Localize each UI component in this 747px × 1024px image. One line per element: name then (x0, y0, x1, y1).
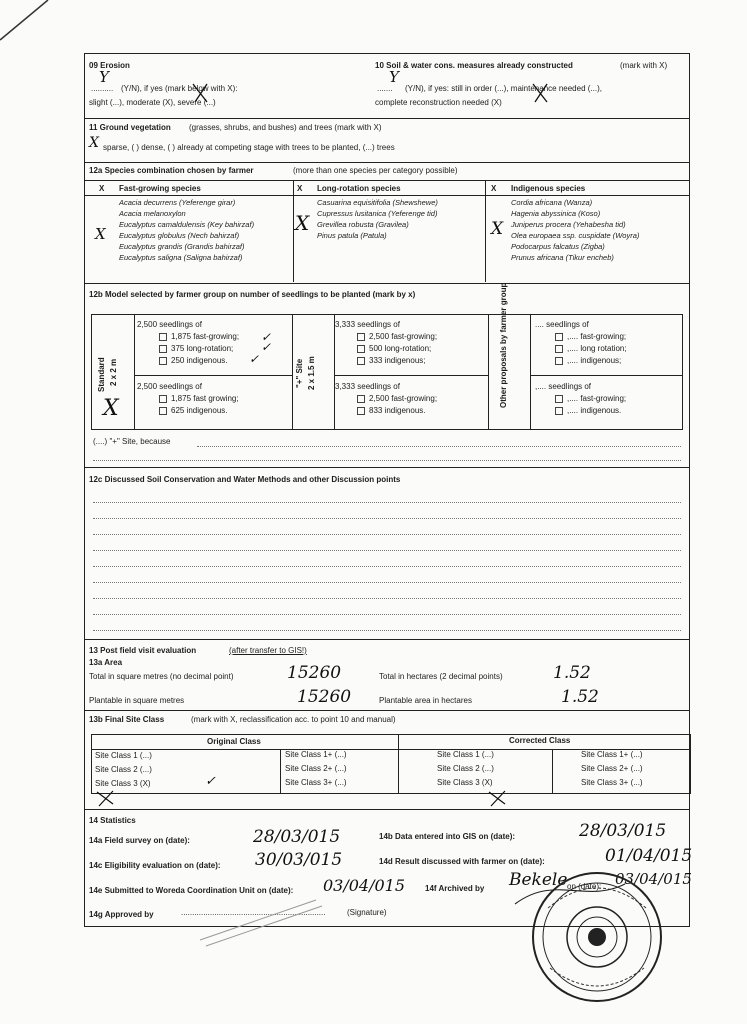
species-item: Eucalyptus grandis (Grandis bahirzaf) (119, 242, 245, 251)
model-line: 2,500 seedlings of (137, 382, 202, 391)
statistics-title: 14 Statistics (89, 816, 136, 825)
original-class-header: Original Class (207, 737, 261, 746)
model-line: 250 indigenous. (159, 356, 228, 366)
model-line: ,.... indigenous; (555, 356, 621, 366)
field-survey-label: 14a Field survey on (date): (89, 836, 190, 845)
model-line: 2,500 fast-growing; (357, 394, 437, 404)
model-line: 333 indigenous; (357, 356, 426, 366)
class-cell: Site Class 1 (...) (437, 750, 494, 759)
evaluation-title: 13 Post field visit evaluation (89, 646, 197, 655)
species-section: 12a Species combination chosen by farmer (more than one species per category possible) X Fast-growing species X Long-rotation species X Indigenous species Acacia decurrens (Yeferenge girar) Acacia melanoxylon Eucalyptus camaldulensis (Key bahirzaf) Eucalyptus globulus (Nech bahirzaf) Eucalyptus grandis (Grandis bahirzaf) Eucalyptus saligna (Saligna bahirzaf) Casuarina equisitifolia (Shewshewe) Cupressus lusitanica (Yeferenge tid) Grevillea robusta (Gravilea) Pinus patula (Patula) Cordia africana (Wanza) Hagenia abyssinica (Koso) Juniperus procera (Yehabesha tid) Olea europaea ssp. cuspidate (Woyra) Podocarpus falcatus (Zigba) Prunus africana (Tikur encheb) X X X (85, 162, 689, 163)
model-line: ,.... fast-growing; (555, 332, 626, 342)
species-item: Hagenia abyssinica (Koso) (511, 209, 601, 218)
standard-label: Standard (97, 357, 106, 392)
gis-value[interactable]: 28/03/015 (579, 821, 667, 841)
plus-site-spacing: 2 x 1.5 m (307, 356, 316, 390)
soil-water-question: (Y/N), if yes: still in order (...), maintenance needed (...), (405, 84, 602, 93)
species-col3-header: Indigenous species (511, 184, 586, 193)
tick-mark: ✓ (261, 340, 272, 354)
species-mark-juniperus[interactable]: X (491, 219, 504, 239)
species-item: Eucalyptus globulus (Nech bahirzaf) (119, 231, 240, 240)
species-item: Grevillea robusta (Gravilea) (317, 220, 409, 229)
class-cell: Site Class 1 (...) (95, 751, 152, 760)
species-item: Acacia melanoxylon (119, 209, 186, 218)
species-item: Cupressus lusitanica (Yeferenge tid) (317, 209, 438, 218)
erosion-options: slight (...), moderate (X), severe (...) (89, 98, 216, 107)
species-item: Pinus patula (Patula) (317, 231, 387, 240)
discussed-value[interactable]: 01/04/015 (605, 846, 693, 866)
model-line: 625 indigenous. (159, 406, 228, 416)
plantable-sqm-value[interactable]: 15260 (297, 687, 352, 707)
approved-label: 14g Approved by (89, 910, 154, 919)
eligibility-value[interactable]: 30/03/015 (255, 850, 343, 870)
total-ha-value[interactable]: 1.52 (553, 663, 591, 683)
discussion-title: 12c Discussed Soil Conservation and Water Methods and other Discussion points (89, 475, 401, 484)
species-item: Olea europaea ssp. cuspidate (Woyra) (511, 231, 640, 240)
soil-water-answer[interactable]: Y (389, 68, 399, 86)
plus-site-label: "+" Site (295, 358, 304, 388)
statistics-section: 14 Statistics 14a Field survey on (date): 28/03/015 14b Data entered into GIS on (date): 28/03/015 14c Eligibility evaluation on (date): 30/03/015 14d Result discussed with farmer on (date): 01/04/015 14e Submitted to Woreda Coordination Unit on (date): 03/04/015 14f Archived by Bekele on (date): 03/04/015 14g Approved by ................................................................. (Signature) (85, 809, 689, 810)
eligibility-label: 14c Eligibility evaluation on (date): (89, 861, 221, 870)
class-cell: Site Class 3 (X) (95, 779, 151, 788)
erosion-answer[interactable]: Y (99, 68, 109, 86)
class-cell: Site Class 3 (X) (437, 778, 493, 787)
total-sqm-label: Total in square metres (no decimal point) (89, 672, 234, 681)
class-title-rest: (mark with X, reclassification acc. to point 10 and manual) (191, 715, 396, 724)
field-survey-value[interactable]: 28/03/015 (253, 827, 341, 847)
species-item: Cordia africana (Wanza) (511, 198, 593, 207)
official-stamp (528, 868, 666, 1006)
woreda-value[interactable]: 03/04/015 (323, 876, 406, 895)
model-line: 3,333 seedlings of (335, 382, 400, 391)
model-line: 1,875 fast-growing; (159, 332, 239, 342)
tick-mark: ✓ (249, 352, 260, 366)
model-line: .... seedlings of (535, 320, 589, 329)
soil-water-title-suffix: (mark with X) (620, 61, 668, 70)
plantable-ha-value[interactable]: 1.52 (561, 687, 599, 707)
model-line: 3,333 seedlings of (335, 320, 400, 329)
class-cell: Site Class 1+ (...) (581, 750, 643, 759)
discussed-label: 14d Result discussed with farmer on (date): (379, 857, 545, 866)
model-title: 12b Model selected by farmer group on number of seedlings to be planted (mark by x) (89, 290, 416, 299)
signature-label: (Signature) (347, 908, 387, 917)
class-cell: Site Class 2 (...) (95, 765, 152, 774)
vegetation-mark[interactable]: X (89, 135, 99, 151)
site-assessment-form: 09 Erosion Y .......... (Y/N), if yes (mark below with X): slight (...), moderate (X), severe (...) 10 Soil & water cons. measures already constructed (mark with X) Y ....... (Y/N), if yes: still in order (...), maintenance needed (...), complete reconstruction needed (X) 11 Ground vegetation (grasses, shrubs, and bushes) and trees (mark with X) X sparse, ( ) dense, ( ) already at competing stage with trees to be planted, (...) trees 12a Species combination chosen by farmer (more than one species per category possible) X Fast-growing species X Long-rotation species X Indigenous species Acacia decurrens (Yeferenge girar) Acacia melanoxylon Eucalyptus camaldulensis (Key bahirzaf) Eucalyptus globulus (Nech bahirzaf) Eucalyptus grandis (Grandis bahirzaf) Eucalyptus saligna (Saligna bahirzaf) Casuarina equisitifolia (Shewshewe) Cupressus lusitanica (Yeferenge tid) Grevillea robusta (Gravilea) Pinus patula (Patula) Cordia africana (Wanza) Hagenia abyssinica (Koso) Juniperus procera (Yehabesha tid) Olea europaea ssp. cuspidate (Woyra) Podocarpus falcatus (Zigba) Prunus africana (Tikur encheb) X X X 12b Model selected by farmer group on number of seedlings to be planted (mark by x) Standard 2 x 2 m "+" Site 2 x 1.5 m Other proposals by farmer group X 2,500 seedlings of 1,875 fast-growing; 375 long-rotation; 250 indigenous. ✓ ✓ ✓ 2,500 seedlings of 1,875 fast growing; 625 indigenous. 3,333 seedlings of 2,500 fast-growing; 500 long-rotation; 333 indigenous; 3,333 seedlings of 2,500 fast-growing; 833 indigenous. .... seedlings of ,.... fast-growing; ,.... long rotation; ,.... indigenous; ,.... seedlings of ,.... fast-growing; ,.... indigenous. (....) "+" Site, because 12c Discussed Soil Conservation and Water Methods and other Discussion points 13 Post field visit evaluation (after transfer to GIS!) 13a Area Total in square metres (no decimal point) 15260 Total in hectares (2 decimal points) 1.52 Plantable in square metres 15260 Plantable area in hectares 1.52 13b Final Site Class (mark with X, reclassification acc. to point 10 and manual) Original Class Corrected Class Site Class 1 (...) Site Class 1+ (...) Site Class 1 (...) Site Class 1+ (...) Site Class 2 (...) Site Class 2+ (...) Site Class 2 (...) Site Class 2+ (...) Site Class 3 (X) Site Class 3+ (...) Site Class 3 (X) Site Class 3+ (...) ✓ 14 Statistics 14a Field survey on (date): 28/03/015 14b Data entered into GIS on (date): 28/03/015 14c Eligibility evaluation on (date): 30/03/015 14d Result discussed with farmer on (date): 01/04/015 14e Submitted to Woreda Coordination Unit on (date): 03/04/015 14f Archived by Bekele on (date): 03/04/015 14g Approved by ................................................................. (Signature) (84, 53, 690, 927)
species-title-rest: (more than one species per category possible) (293, 166, 458, 175)
species-item: Acacia decurrens (Yeferenge girar) (119, 198, 236, 207)
page-corner-mark (0, 0, 60, 60)
soil-water-title: 10 Soil & water cons. measures already constructed (375, 61, 573, 70)
class-cell: Site Class 3+ (...) (285, 778, 347, 787)
other-proposals-label: Other proposals by farmer group (499, 282, 508, 408)
erosion-title: 09 Erosion (89, 61, 130, 70)
vegetation-title-rest: (grasses, shrubs, and bushes) and trees (mark with X) (189, 123, 382, 132)
vegetation-title: 11 Ground vegetation (89, 123, 171, 132)
woreda-label: 14e Submitted to Woreda Coordination Unit on (date): (89, 886, 294, 895)
class-title: 13b Final Site Class (89, 715, 165, 724)
species-item: Juniperus procera (Yehabesha tid) (511, 220, 626, 229)
class-cell: Site Class 3+ (...) (581, 778, 643, 787)
area-title: 13a Area (89, 658, 123, 667)
archived-value[interactable]: 03/04/015 (615, 870, 692, 888)
plantable-sqm-label: Plantable in square metres (89, 696, 185, 705)
species-title: 12a Species combination chosen by farmer (89, 166, 254, 175)
standard-spacing: 2 x 2 m (109, 358, 118, 386)
species-item: Prunus africana (Tikur encheb) (511, 253, 614, 262)
tick-mark: ✓ (261, 330, 272, 344)
class-cell: Site Class 2+ (...) (285, 764, 347, 773)
species-col1-header: Fast-growing species (119, 184, 201, 193)
species-item: Eucalyptus saligna (Saligna bahirzaf) (119, 253, 243, 262)
model-line: 833 indigenous. (357, 406, 426, 416)
corrected-class-header: Corrected Class (509, 736, 571, 745)
model-line: 500 long-rotation; (357, 344, 431, 354)
handwriting-marks (85, 54, 691, 928)
erosion-question: (Y/N), if yes (mark below with X): (121, 84, 238, 93)
model-line: ,.... seedlings of (535, 382, 592, 391)
vegetation-options: sparse, ( ) dense, ( ) already at competing stage with trees to be planted, (...) trees (103, 143, 395, 152)
class-cell: Site Class 2 (...) (437, 764, 494, 773)
model-line: 2,500 seedlings of (137, 320, 202, 329)
total-ha-label: Total in hectares (2 decimal points) (379, 672, 503, 681)
standard-mark[interactable]: X (103, 396, 119, 421)
model-line: 375 long-rotation; (159, 344, 233, 354)
faint-stamp (196, 890, 326, 950)
model-line: ,.... fast-growing; (555, 394, 626, 404)
archived-name[interactable]: Bekele (509, 870, 568, 890)
evaluation-title-rest: (after transfer to GIS!) (229, 646, 307, 655)
archived-on-label: on (date): (567, 882, 602, 891)
plantable-ha-label: Plantable area in hectares (379, 696, 472, 705)
class-cell: Site Class 1+ (...) (285, 750, 347, 759)
species-mark-cupressus[interactable]: X (295, 211, 310, 235)
total-sqm-value[interactable]: 15260 (287, 663, 342, 683)
model-line: 1,875 fast growing; (159, 394, 239, 404)
species-mark-globulus[interactable]: X (95, 225, 106, 243)
class-cell: Site Class 2+ (...) (581, 764, 643, 773)
plus-site-because: (....) "+" Site, because (93, 437, 171, 446)
model-line: 2,500 fast-growing; (357, 332, 437, 342)
tick-mark: ✓ (205, 774, 216, 789)
soil-water-question2: complete reconstruction needed (X) (375, 98, 502, 107)
gis-label: 14b Data entered into GIS on (date): (379, 832, 516, 841)
species-col2-header: Long-rotation species (317, 184, 401, 193)
species-item: Podocarpus falcatus (Zigba) (511, 242, 605, 251)
species-item: Eucalyptus camaldulensis (Key bahirzaf) (119, 220, 255, 229)
model-line: ,.... indigenous. (555, 406, 621, 416)
species-item: Casuarina equisitifolia (Shewshewe) (317, 198, 438, 207)
model-line: ,.... long rotation; (555, 344, 627, 354)
archived-label: 14f Archived by (425, 884, 485, 893)
